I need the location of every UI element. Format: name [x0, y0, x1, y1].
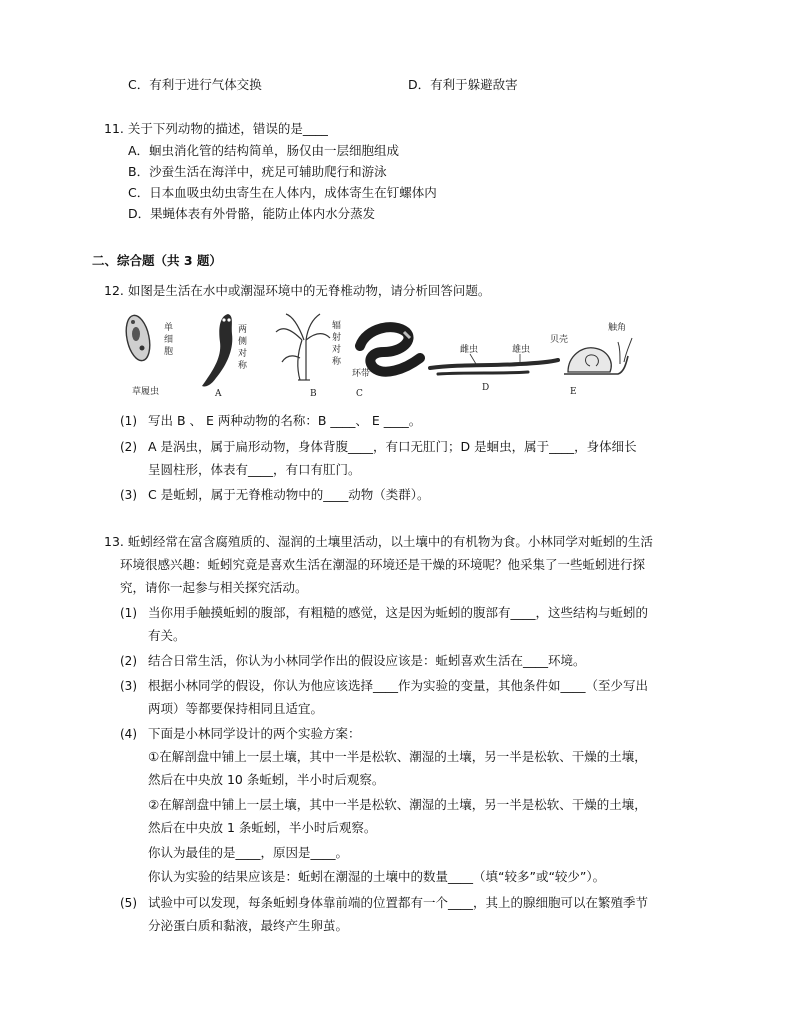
svg-text:对: 对 [238, 349, 248, 359]
q13-sub5-num: (5) [120, 896, 137, 910]
svg-text:对: 对 [332, 345, 342, 355]
paramecium-tag-2: 细 [164, 335, 174, 345]
q13-sub3-line2: 两项）等都要保持相同且适宜。 [148, 701, 324, 716]
q13-sub1-line2: 有关。 [148, 628, 186, 643]
svg-text:称: 称 [238, 361, 248, 371]
earthworm-drawing [360, 327, 420, 371]
q13-sub4-line5: 然后在中央放 1 条蚯蚓，半小时后观察。 [148, 820, 377, 835]
q13-sub1-num: (1) [120, 606, 137, 620]
q10-option-c: C．有利于进行气体交换 [128, 77, 262, 92]
q11-stem: 11. 关于下列动物的描述，错误的是____ [104, 121, 328, 136]
snail-drawing [564, 338, 632, 374]
q12-sub2-line1: A 是涡虫，属于扁形动物，身体背腹____，有口无肛门；D 是蛔虫，属于____，身体细长 [148, 439, 637, 454]
paramecium-tag-1: 单 [164, 323, 174, 333]
label-b: B [310, 389, 317, 399]
roundworm-drawing [430, 360, 558, 374]
svg-text:辐: 辐 [332, 321, 342, 331]
invertebrates-figure [120, 308, 640, 400]
q10-option-d: D．有利于躲避敌害 [408, 77, 518, 92]
q11-option-b: B．沙蚕生活在海洋中，疣足可辅助爬行和游泳 [128, 164, 387, 179]
q12-sub1-num: (1) [120, 414, 137, 428]
q13-sub4-line4: ②在解剖盘中铺上一层土壤，其中一半是松软、潮湿的土壤，另一半是松软、干燥的土壤， [148, 797, 647, 812]
q13-sub4-line3: 然后在中央放 10 条蚯蚓，半小时后观察。 [148, 772, 385, 787]
q13-sub1-line1: 当你用手触摸蚯蚓的腹部，有粗糙的感觉，这是因为蚯蚓的腹部有____，这些结构与蚯蚓的 [148, 605, 649, 620]
q13-sub4-num: (4) [120, 727, 137, 741]
svg-text:称: 称 [332, 357, 342, 367]
paramecium-tag-3: 胞 [164, 347, 174, 357]
svg-text:贝壳: 贝壳 [550, 335, 569, 345]
q13-sub5-line2: 分泌蛋白质和黏液，最终产生卵茧。 [148, 918, 349, 933]
q12-sub2-line2: 呈圆柱形，体表有____，有口有肛门。 [148, 462, 361, 477]
label-c: C [356, 389, 363, 399]
q12-sub3-line1: C 是蚯蚓，属于无脊椎动物中的____动物（类群）。 [148, 487, 430, 502]
svg-text:雄虫: 雄虫 [512, 345, 531, 355]
q13-stem-line3: 究，请你一起参与相关探究活动。 [120, 580, 308, 595]
q13-stem-line2: 环境很感兴趣：蚯蚓究竟是喜欢生活在潮湿的环境还是干燥的环境呢？他采集了一些蚯蚓进行探 [120, 557, 646, 572]
q11-option-d: D．果蝇体表有外骨骼，能防止体内水分蒸发 [128, 206, 376, 221]
label-e: E [570, 387, 577, 397]
q13-sub2-line1: 结合日常生活，你认为小林同学作出的假设应该是：蚯蚓喜欢生活在____环境。 [148, 653, 586, 668]
hydra-drawing [276, 314, 330, 380]
q13-sub3-line1: 根据小林同学的假设，你认为他应该选择____作为实验的变量，其他条件如____（至少写出 [148, 678, 649, 693]
q13-sub2-num: (2) [120, 654, 137, 668]
q13-sub4-line1: 下面是小林同学设计的两个实验方案： [148, 726, 361, 741]
svg-text:触角: 触角 [608, 323, 627, 333]
svg-text:环带: 环带 [352, 369, 371, 379]
q12-stem: 12. 如图是生活在水中或潮湿环境中的无脊椎动物，请分析回答问题。 [104, 283, 491, 298]
q12-sub3-num: (3) [120, 488, 137, 502]
paramecium-caption: 草履虫 [132, 387, 160, 397]
q12-sub1-line1: 写出 B 、 E 两种动物的名称：B ____、 E ____。 [148, 413, 422, 428]
label-a: A [215, 389, 222, 399]
svg-text:两: 两 [238, 325, 248, 335]
q13-sub4-line2: ①在解剖盘中铺上一层土壤，其中一半是松软、潮湿的土壤，另一半是松软、干燥的土壤， [148, 749, 647, 764]
q13-sub4-line7: 你认为实验的结果应该是：蚯蚓在潮湿的土壤中的数量____（填“较多”或“较少”）。 [148, 869, 606, 884]
q13-stem-line1: 13. 蚯蚓经常在富含腐殖质的、湿润的土壤里活动，以土壤中的有机物为食。小林同学对蚯蚓的生活 [104, 534, 653, 549]
q13-sub5-line1: 试验中可以发现，每条蚯蚓身体靠前端的位置都有一个____，其上的腺细胞可以在繁殖季节 [148, 895, 649, 910]
section-title: 二、综合题（共 3 题） [92, 253, 222, 268]
q12-sub2-num: (2) [120, 440, 137, 454]
q11-option-a: A．蛔虫消化管的结构简单，肠仅由一层细胞组成 [128, 143, 400, 158]
label-d: D [482, 383, 490, 393]
q11-option-c: C．日本血吸虫幼虫寄生在人体内，成体寄生在钉螺体内 [128, 185, 437, 200]
svg-text:射: 射 [332, 333, 342, 343]
q13-sub4-line6: 你认为最佳的是____，原因是____。 [148, 845, 349, 860]
planarian-drawing [202, 314, 232, 387]
svg-text:侧: 侧 [238, 337, 248, 347]
paramecium-drawing [122, 313, 153, 363]
svg-text:雌虫: 雌虫 [460, 345, 479, 355]
q13-sub3-num: (3) [120, 679, 137, 693]
